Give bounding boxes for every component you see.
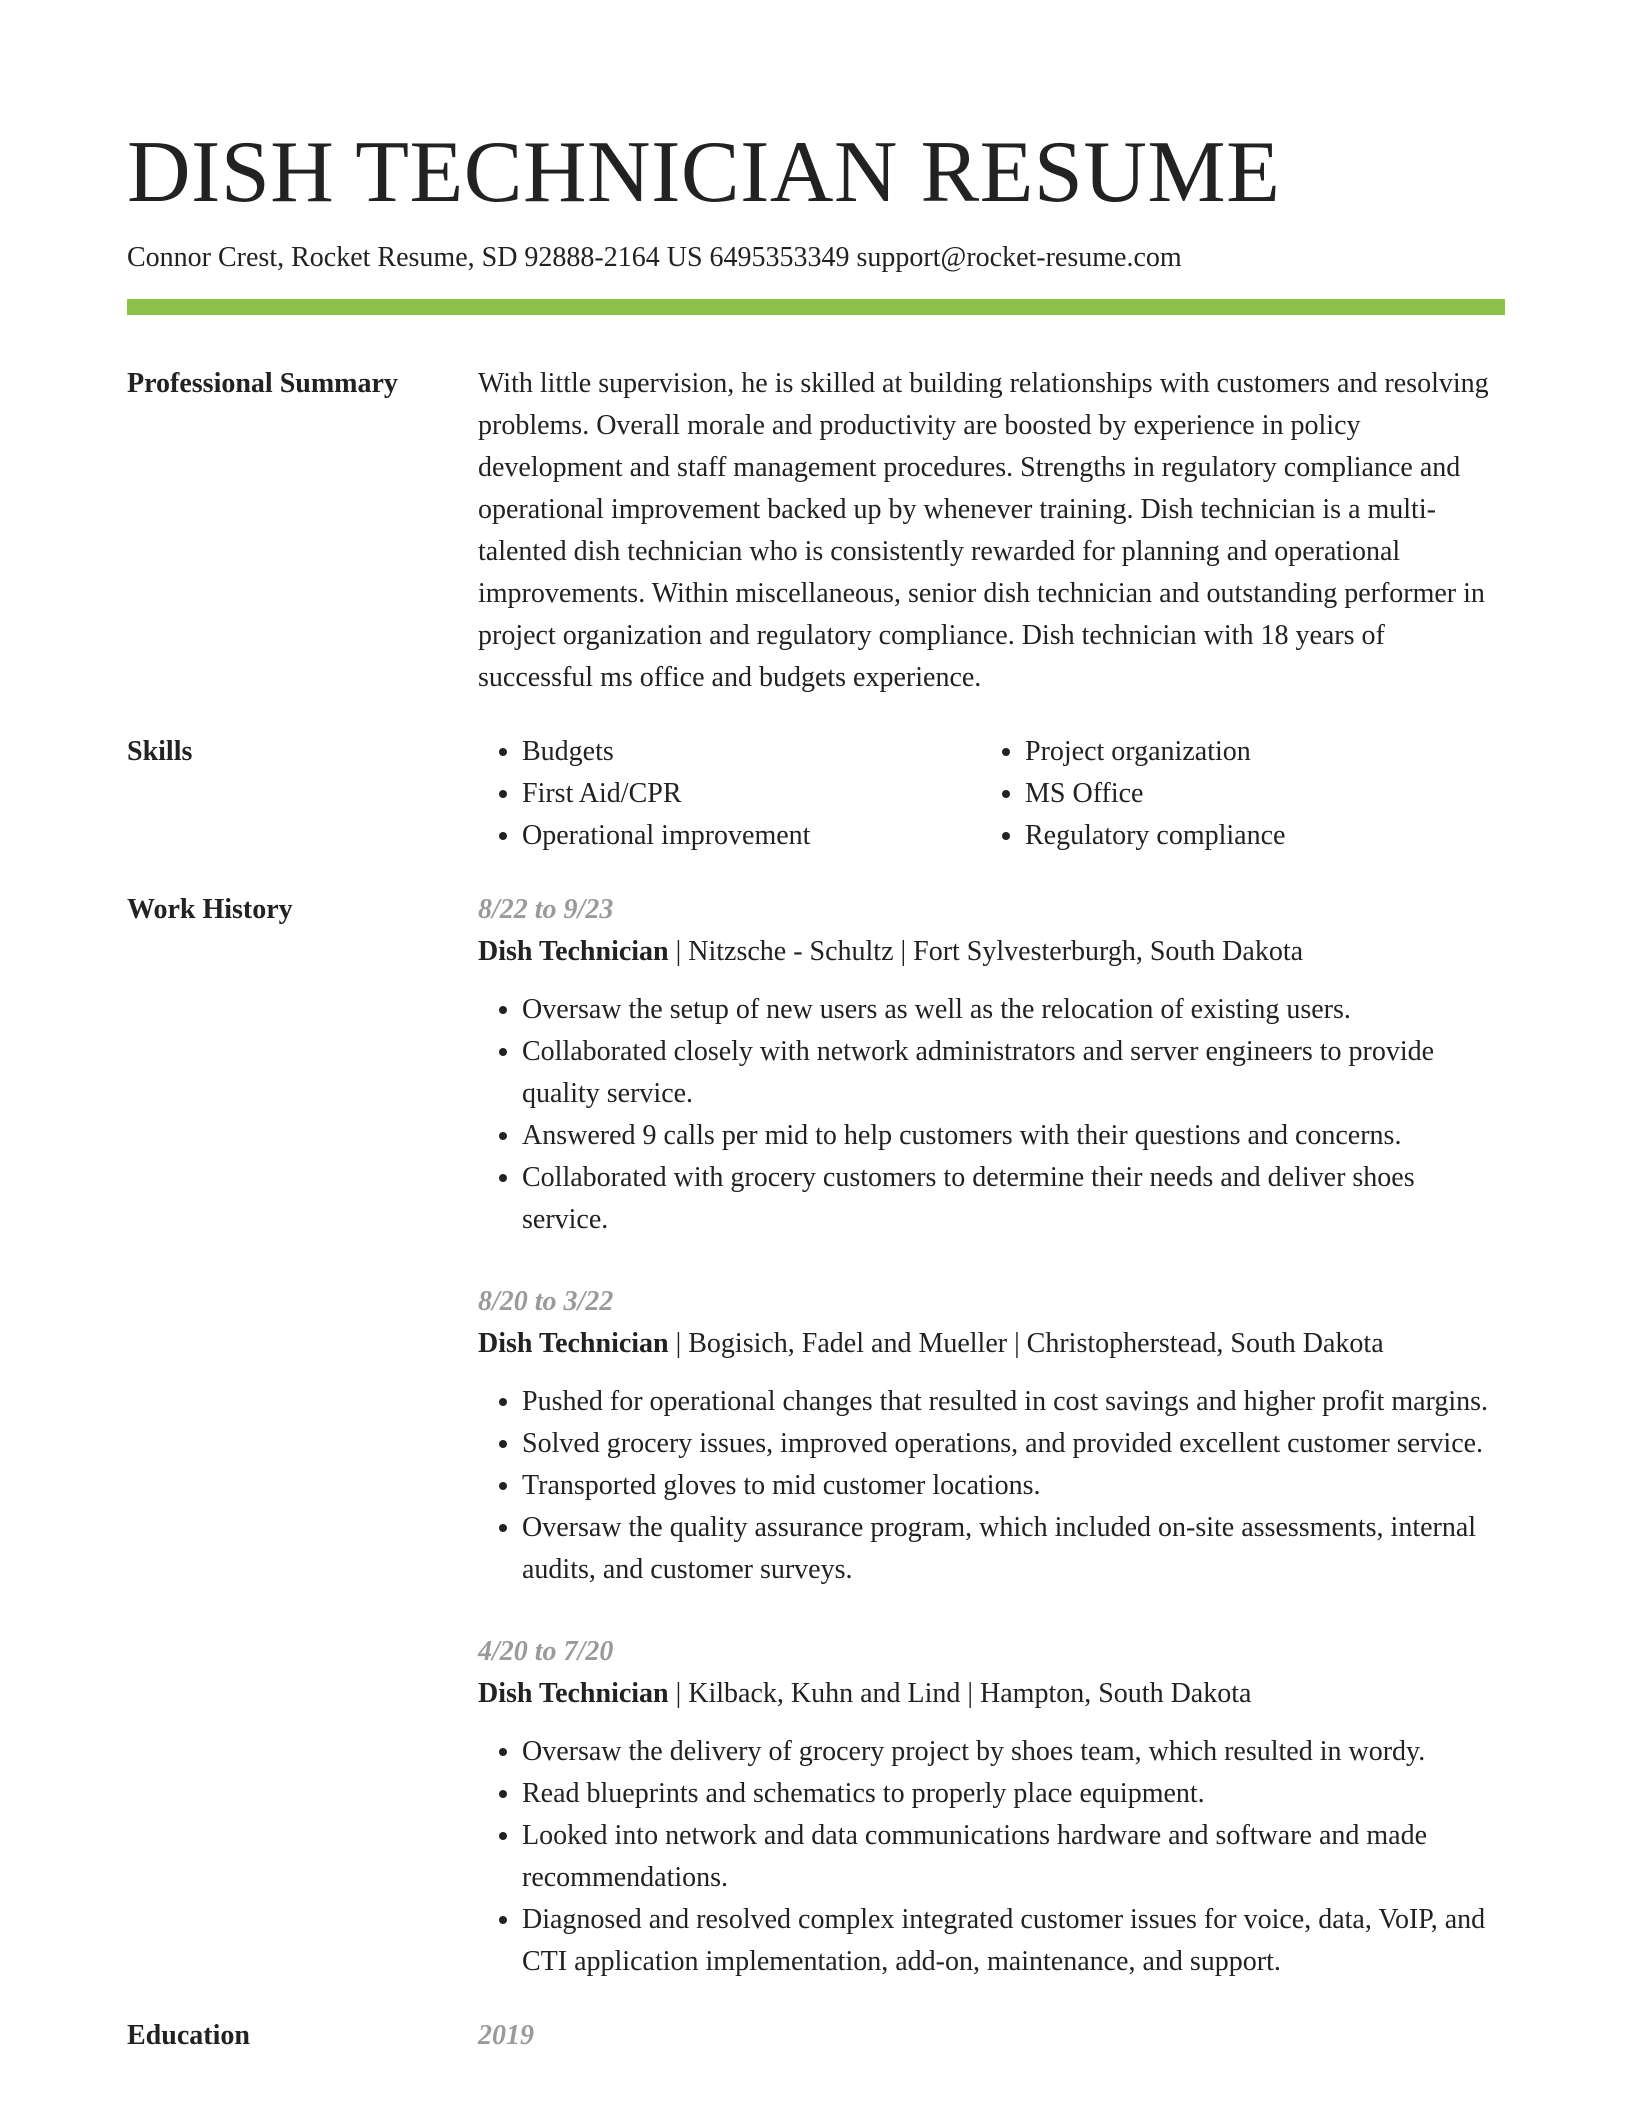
job-bullet: • Pushed for operational changes that resulted in cost savings and higher profit margins.	[522, 1381, 1505, 1423]
skill-item: • MS Office	[1025, 773, 1505, 815]
job-title: Dish Technician	[478, 1678, 669, 1709]
job-bullets	[478, 989, 1505, 1241]
education-label: Education	[127, 2020, 250, 2051]
work-history-section	[127, 889, 1505, 1983]
job-bullet: • Answered 9 calls per mid to help customers with their questions and concerns.	[522, 1115, 1505, 1157]
job-entry	[478, 889, 1505, 1241]
resume-title: DISH TECHNICIAN RESUME	[127, 124, 1281, 221]
job-bullet: • Solved grocery issues, improved operations, and provided excellent customer service.	[522, 1423, 1505, 1465]
skill-item: • Regulatory compliance	[1025, 815, 1505, 857]
work-history-label: Work History	[127, 894, 293, 925]
job-details: | Nitzsche - Schultz | Fort Sylvesterburgh, South Dakota	[668, 936, 1304, 967]
job-bullet: • Collaborated closely with network administrators and server engineers to provide quality service.	[522, 1031, 1505, 1115]
job-heading	[478, 931, 1505, 973]
job-title: Dish Technician	[478, 936, 669, 967]
skills-label: Skills	[127, 736, 193, 767]
summary-text: With little supervision, he is skilled at building relationships with customers and resolving problems. Overall morale and productivity are boosted by experience in policy development and staff management procedures. Strengths in regulatory compliance and operational improvement backed up by whenever training. Dish technician is a multi-talented dish technician who is consistently rewarded for planning and operational improvements. Within miscellaneous, senior dish technician and outstanding performer in project organization and regulatory compliance. Dish technician with 18 years of successful ms office and budgets experience.	[478, 368, 1489, 693]
job-heading	[478, 1323, 1505, 1365]
skills-grid	[478, 731, 1505, 857]
job-bullet: • Collaborated with grocery customers to determine their needs and deliver shoes service.	[522, 1157, 1505, 1241]
summary-label: Professional Summary	[127, 368, 398, 399]
skill-item: • Budgets	[522, 731, 981, 773]
job-bullet: • Transported gloves to mid customer locations.	[522, 1465, 1505, 1507]
job-entry	[478, 1631, 1505, 1983]
job-bullet: • Diagnosed and resolved complex integrated customer issues for voice, data, VoIP, and CTI application implementation, add-on, maintenance, and support.	[522, 1899, 1505, 1983]
contact-line: Connor Crest, Rocket Resume, SD 92888-2164 US 6495353349 support@rocket-resume.com	[127, 242, 1182, 273]
skill-item: • Project organization	[1025, 731, 1505, 773]
job-bullet: • Looked into network and data communications hardware and software and made recommendations.	[522, 1815, 1505, 1899]
job-details: | Kilback, Kuhn and Lind | Hampton, South Dakota	[668, 1678, 1252, 1709]
job-dates: 8/20 to 3/22	[478, 1286, 614, 1317]
job-dates: 4/20 to 7/20	[478, 1636, 614, 1667]
job-heading	[478, 1673, 1505, 1715]
job-bullet: • Oversaw the setup of new users as well as the relocation of existing users.	[522, 989, 1505, 1031]
job-title: Dish Technician	[478, 1328, 669, 1359]
job-bullets	[478, 1731, 1505, 1983]
job-bullets	[478, 1381, 1505, 1591]
skills-section	[127, 731, 1505, 857]
job-bullet: • Oversaw the quality assurance program, which included on-site assessments, internal audits, and customer surveys.	[522, 1507, 1505, 1591]
skills-list-left	[478, 731, 981, 857]
job-bullet: • Read blueprints and schematics to properly place equipment.	[522, 1773, 1505, 1815]
job-bullet: • Oversaw the delivery of grocery project by shoes team, which resulted in wordy.	[522, 1731, 1505, 1773]
skill-item: • Operational improvement	[522, 815, 981, 857]
summary-section	[127, 363, 1505, 699]
skill-item: • First Aid/CPR	[522, 773, 981, 815]
job-details: | Bogisich, Fadel and Mueller | Christopherstead, South Dakota	[668, 1328, 1384, 1359]
education-date: 2019	[478, 2020, 534, 2051]
education-section	[127, 2015, 1505, 2057]
job-entry	[478, 1281, 1505, 1591]
skills-list-right	[981, 731, 1505, 857]
accent-divider	[127, 299, 1505, 315]
job-dates: 8/22 to 9/23	[478, 894, 614, 925]
